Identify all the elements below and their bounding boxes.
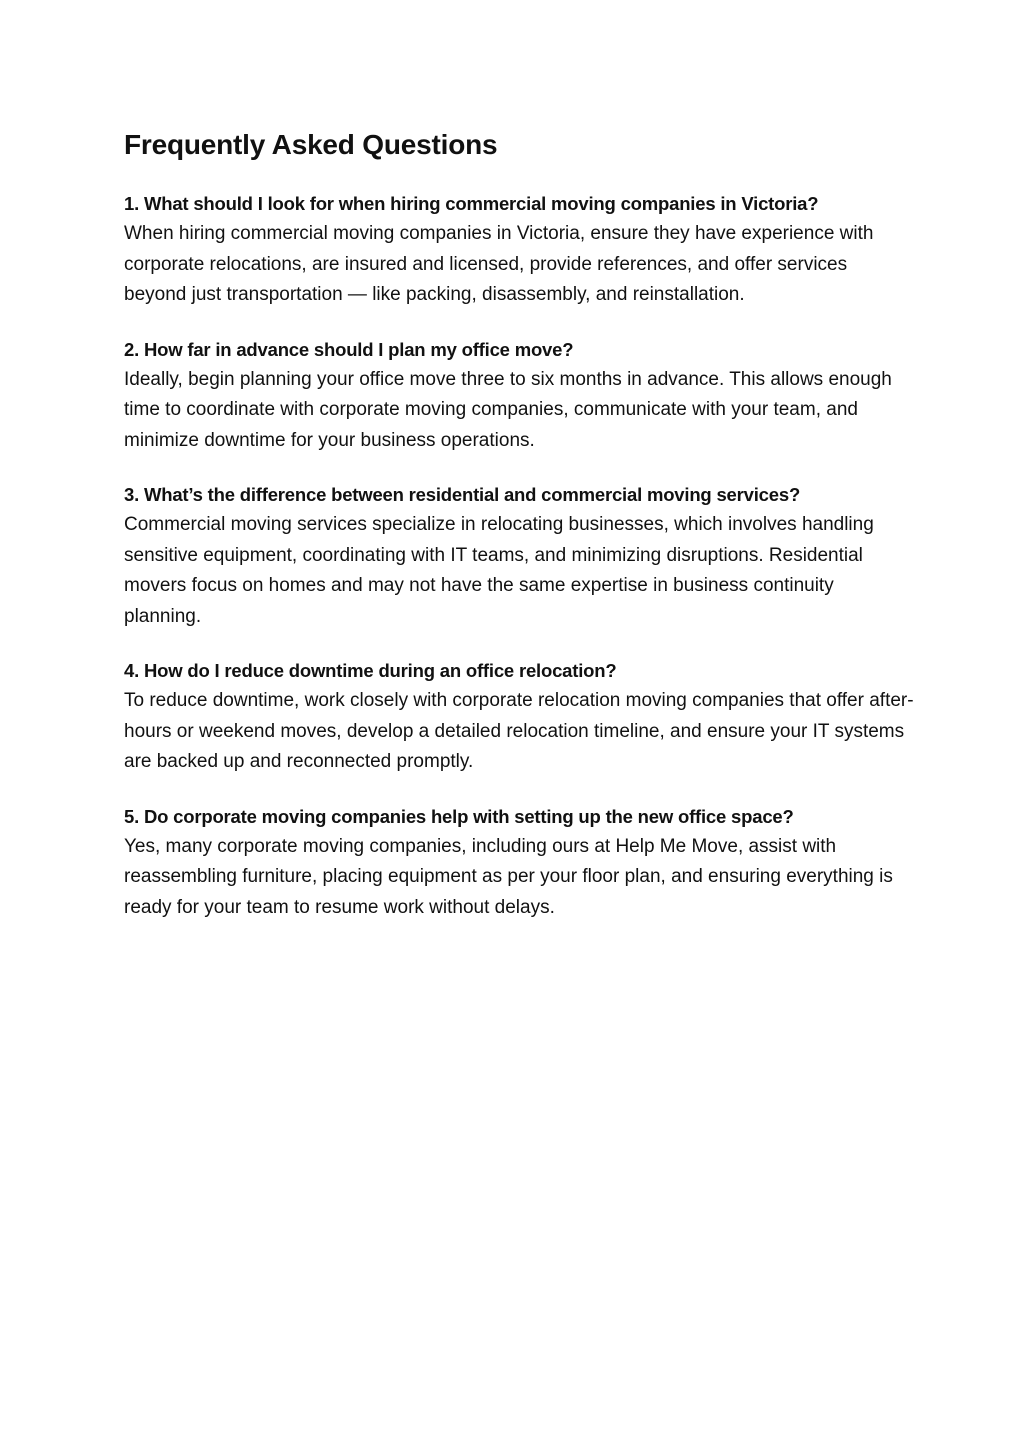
- faq-answer: Yes, many corporate moving companies, including ours at Help Me Move, assist with reassembling furniture, placing equipment as per your floor plan, and ensuring everything is ready for your team to resume work without delays.: [124, 835, 893, 918]
- faq-item-1: [124, 189, 914, 311]
- faq-question: 1. What should I look for when hiring commercial moving companies in Victoria?: [124, 193, 819, 214]
- faq-item-2: [124, 335, 914, 457]
- faq-answer: Commercial moving services specialize in relocating businesses, which involves handling sensitive equipment, coordinating with IT teams, and minimizing disruptions. Residential movers focus on homes and may not have the same expertise in business continuity planning.: [124, 514, 874, 627]
- faq-question: 5. Do corporate moving companies help with setting up the new office space?: [124, 805, 794, 827]
- faq-item-4: [124, 656, 914, 778]
- faq-answer: To reduce downtime, work closely with corporate relocation moving companies that offer after-hours or weekend moves, develop a detailed relocation timeline, and ensure your IT systems are backed up and reconnected promptly.: [124, 690, 914, 772]
- faq-question: 2. How far in advance should I plan my office move?: [124, 338, 574, 360]
- faq-answer: Ideally, begin planning your office move three to six months in advance. This allows enough time to coordinate with corporate moving companies, communicate with your team, and minimize downtime for your business operations.: [124, 368, 892, 451]
- faq-item-5: [124, 802, 914, 924]
- document-page: [124, 126, 914, 947]
- page-title: Frequently Asked Questions: [124, 129, 498, 160]
- faq-answer: When hiring commercial moving companies in Victoria, ensure they have experience with corporate relocations, are insured and licensed, provide references, and offer services beyond just transportation — like packing, disassembly, and reinstallation.: [124, 223, 874, 305]
- faq-question: 4. How do I reduce downtime during an office relocation?: [124, 660, 617, 681]
- faq-question: 3. What’s the difference between residential and commercial moving services?: [124, 484, 801, 505]
- faq-item-3: [124, 480, 914, 632]
